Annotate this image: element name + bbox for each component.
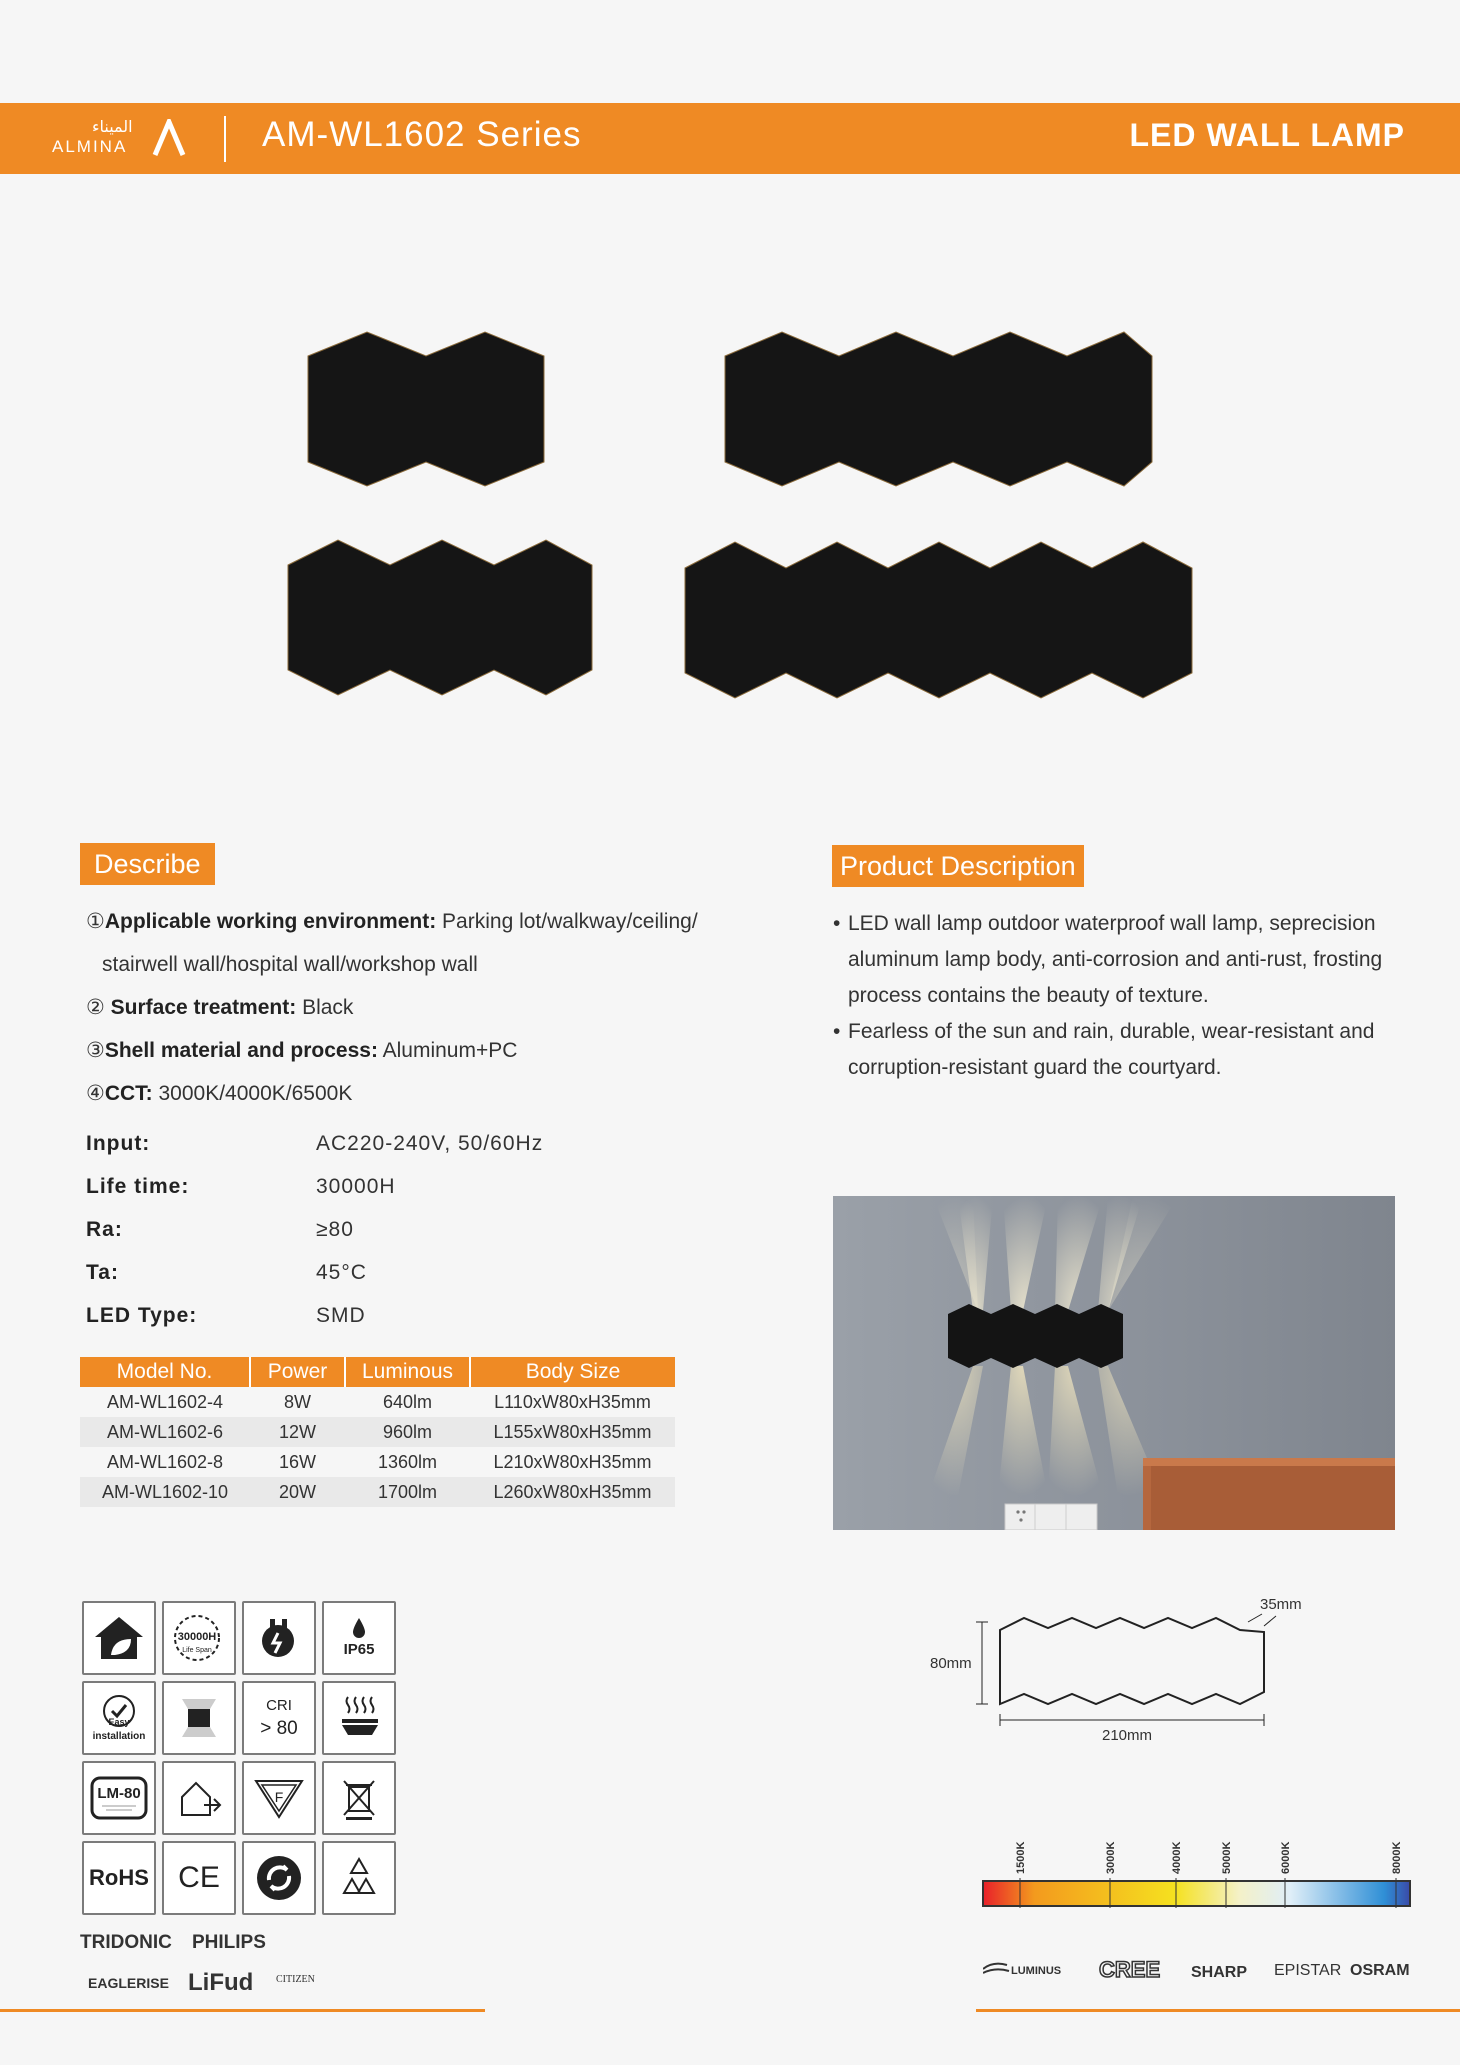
svg-text:Easy: Easy [108,1717,130,1727]
spec-row: Ra: ≥80 [86,1218,354,1241]
footer-line-left [0,2009,485,2012]
spec-row: Input: AC220-240V, 50/60Hz [86,1132,544,1155]
installation-photo [833,1196,1395,1530]
beam-icon [162,1681,236,1755]
lamp-5-hex [685,542,1192,698]
brand-logo [52,117,184,161]
describe-item: ② Surface treatment: Black [86,996,354,1019]
home-arrow-icon [162,1761,236,1835]
model-table [80,1357,675,1507]
easy-installation-icon [82,1681,156,1755]
cct-label: 5000K [1221,1841,1233,1874]
table-header-row [80,1357,675,1387]
cct-label: 1500K [1015,1841,1027,1874]
svg-text:EPISTAR: EPISTAR [1274,1962,1342,1979]
ce-icon: CE [162,1841,236,1915]
describe-heading: Describe [80,843,215,885]
recycle-arrow-icon [242,1841,316,1915]
svg-text:Life Span: Life Span [182,1647,212,1654]
svg-text:LiFud: LiFud [188,1969,254,1996]
description-item: • LED wall lamp outdoor waterproof wall lamp, seprecision aluminum lamp body, anti-corrosion and anti-rust, frosting process contains the beauty of texture. [833,906,1433,1014]
table-row: AM-WL1602-6 12W 960lm L155xW80xH35mm [80,1417,675,1447]
plug-icon [242,1601,316,1675]
table-row: AM-WL1602-4 8W 640lm L110xW80xH35mm [106,1391,651,1412]
describe-item: ③Shell material and process: Aluminum+PC [86,1039,518,1062]
header-bar [0,103,1460,174]
weee-bin-icon [322,1761,396,1835]
house-leaf-icon [82,1601,156,1675]
series-title: AM-WL1602 Series [262,115,582,154]
col-header-luminous: Luminous [345,1357,470,1387]
describe-item-continued: stairwell wall/hospital wall/workshop wall [102,953,478,976]
svg-text:CRI: CRI [266,1697,292,1714]
lifespan-icon [162,1601,236,1675]
logo-arabic-text: الميناء [92,117,133,136]
spec-row: LED Type: SMD [86,1304,366,1327]
describe-list [86,900,786,1115]
svg-text:installation: installation [92,1731,146,1742]
footer-line-right [976,2009,1460,2012]
table-row: AM-WL1602-8 16W 1360lm L210xW80xH35mm [106,1451,652,1472]
svg-text:EAGLERISE: EAGLERISE [88,1975,169,1991]
describe-item: ①Applicable working environment: Parking lot/walkway/ceiling/ [86,910,698,933]
cct-color-scale [980,1820,1420,1910]
svg-text:> 80: > 80 [260,1718,298,1739]
feature-icon-grid [82,1601,398,1911]
describe-item: ④CCT: 3000K/4000K/6500K [86,1082,353,1105]
cct-label: 3000K [1105,1841,1117,1874]
col-header-power: Power [250,1357,345,1387]
product-lamps-image [0,300,1460,740]
logo-latin-text: ALMINA [52,137,128,156]
svg-text:TRIDONIC: TRIDONIC [80,1932,172,1953]
spec-list [86,1122,646,1337]
svg-text:F: F [274,1789,284,1805]
cct-label: 6000K [1280,1841,1292,1874]
header-divider [224,116,226,162]
svg-text:30000H: 30000H [177,1631,217,1643]
rohs-icon: RoHS [82,1841,156,1915]
dimension-diagram [920,1592,1340,1752]
svg-text:LM-80: LM-80 [97,1785,141,1802]
col-header-body-size: Body Size [470,1357,675,1387]
svg-text:IP65: IP65 [343,1641,375,1658]
svg-text:80mm: 80mm [930,1655,972,1672]
svg-text:PHILIPS: PHILIPS [192,1932,266,1953]
product-type-title: LED WALL LAMP [1129,117,1405,153]
lm80-icon [82,1761,156,1835]
spec-row: Life time: 30000H [86,1175,396,1198]
lamp-4-hex [725,332,1152,486]
svg-text:210mm: 210mm [1102,1727,1153,1744]
svg-text:SHARP: SHARP [1191,1964,1248,1981]
product-description-heading: Product Description [832,845,1084,887]
lamp-2-hex [308,332,544,486]
chip-brands-right [983,1955,1413,1985]
col-header-model: Model No. [80,1357,250,1387]
lamp-3-hex [288,540,592,695]
cct-label: 8000K [1391,1841,1403,1874]
logo-mark-icon [152,119,186,157]
ip65-icon [322,1601,396,1675]
svg-text:OSRAM: OSRAM [1350,1962,1410,1979]
description-item: • Fearless of the sun and rain, durable, wear-resistant and corruption-resistant guard the courtyard. [833,1014,1433,1086]
table-row: AM-WL1602-10 20W 1700lm L260xW80xH35mm [80,1477,675,1507]
svg-text:CREE: CREE [1099,1957,1161,1982]
heat-icon [322,1681,396,1755]
recycle-icon [322,1841,396,1915]
svg-text:LUMINUS: LUMINUS [1011,1965,1062,1977]
spec-row: Ta: 45°C [86,1261,367,1284]
chip-brands-left [80,1928,360,1998]
product-description-list [833,906,1433,1086]
f-mark-icon [242,1761,316,1835]
cri-icon [242,1681,316,1755]
cct-label: 4000K [1171,1841,1183,1874]
svg-text:CITIZEN: CITIZEN [276,1974,315,1985]
svg-text:35mm: 35mm [1260,1596,1302,1613]
